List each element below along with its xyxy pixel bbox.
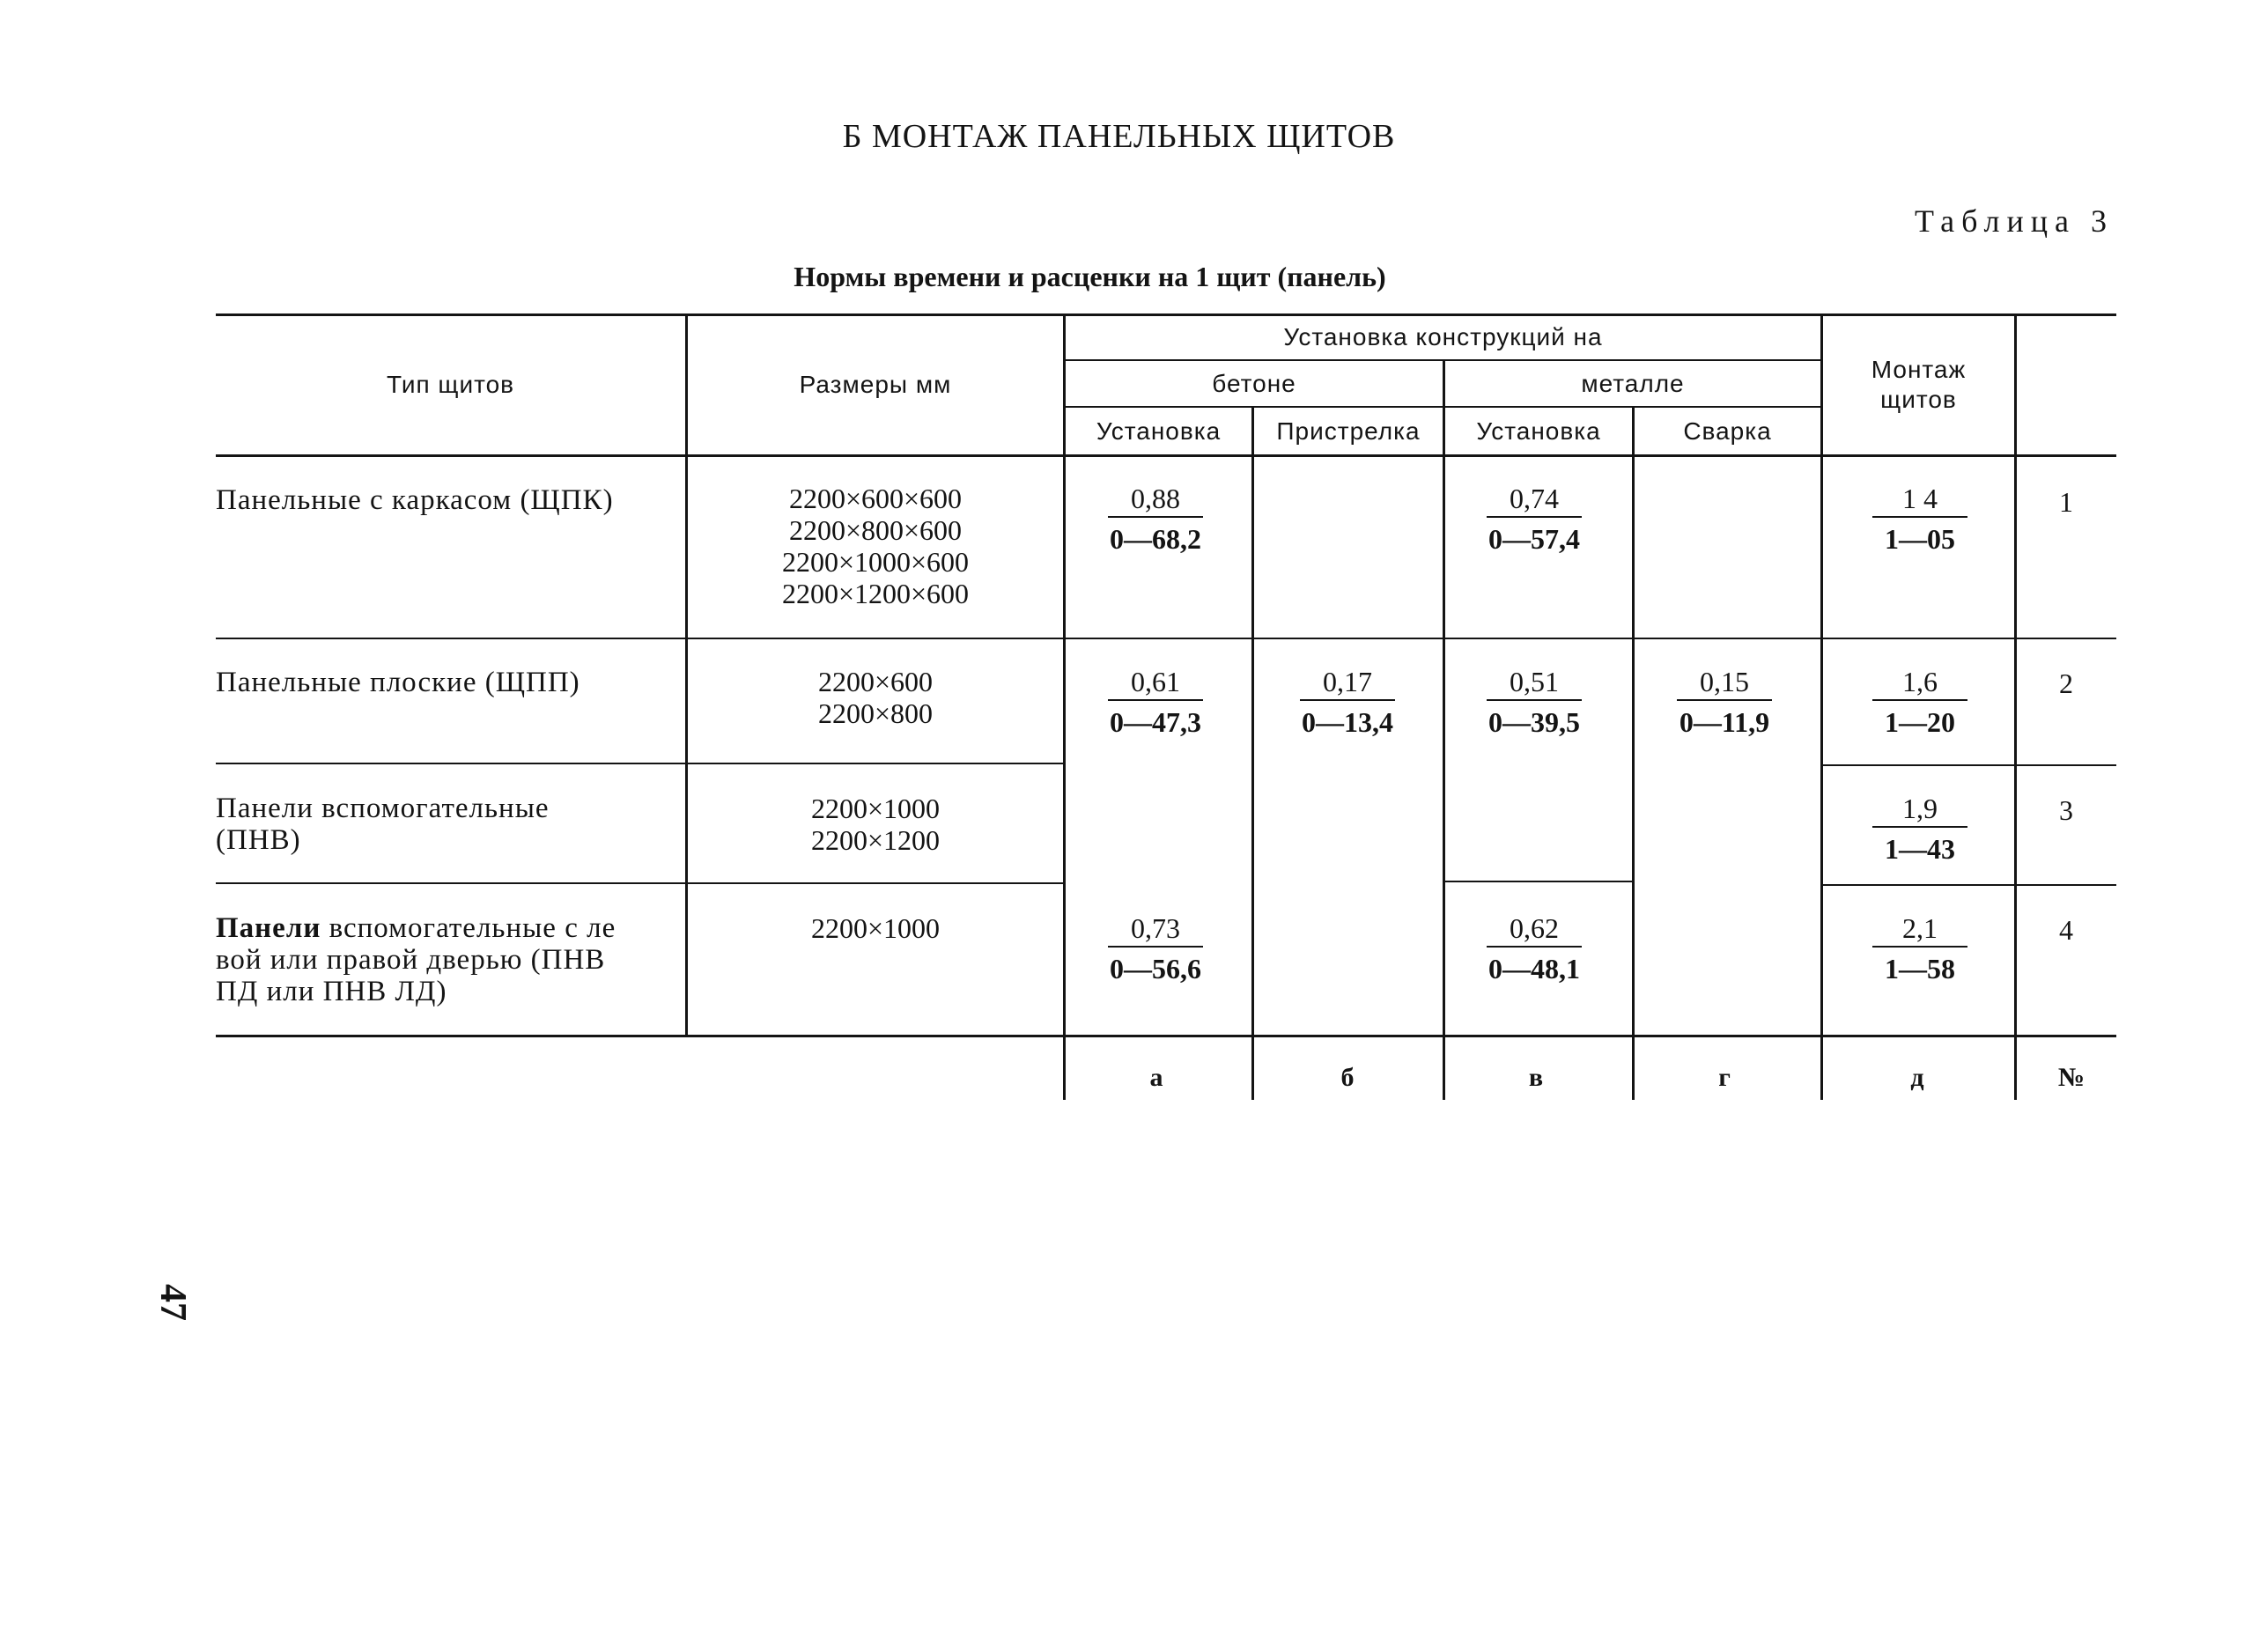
page-number: 47 [152, 1284, 193, 1321]
col-code-d: д [1910, 1063, 1924, 1092]
row4-type-line2: вой или правой дверью (ПНВ [216, 944, 606, 976]
header-type: Тип щитов [386, 371, 515, 399]
row3-type-line2: (ПНВ) [216, 824, 301, 856]
row1-col-d [1841, 483, 1999, 555]
table-title: Нормы времени и расценки на 1 щит (панель) [794, 261, 1386, 292]
header-shooting: Пристрелка [1276, 417, 1421, 445]
row2-number: 2 [2059, 667, 2073, 699]
table-label: Таблица 3 [1915, 203, 2114, 239]
rate-value: 0—47,3 [1110, 706, 1201, 738]
row4-col-a [1076, 912, 1235, 985]
row-rule-1 [216, 638, 2116, 639]
header-metal: металле [1581, 369, 1685, 397]
col-code-a: а [1149, 1063, 1163, 1092]
rate-value: 1—05 [1885, 523, 1955, 555]
rate-value: 1—43 [1885, 833, 1955, 865]
rate-value: 0—11,9 [1679, 706, 1770, 738]
header-concrete: бетоне [1212, 369, 1296, 397]
table-bottom-rule [216, 1035, 2116, 1037]
row4-size: 2200×1000 [810, 912, 941, 944]
rate-value: 1—20 [1885, 706, 1955, 738]
row4-number: 4 [2059, 914, 2073, 946]
row-rule-3c [1820, 884, 2116, 886]
row4-sizes [688, 912, 1063, 944]
norm-value: 0,61 [1108, 666, 1203, 701]
norm-value: 0,17 [1300, 666, 1395, 701]
col-divider-7 [2014, 313, 2017, 1100]
header-install-group: Установка конструкций на [1283, 323, 1603, 351]
col-code-v: в [1528, 1063, 1544, 1092]
row3-size: 2200×1000 [810, 793, 941, 824]
col-divider-4 [1443, 359, 1445, 1100]
row2-col-a [1076, 666, 1235, 738]
header-mounting [1823, 315, 2014, 454]
row2-col-v [1455, 666, 1613, 738]
header-welding: Сварка [1683, 417, 1772, 445]
row2-sizes [688, 666, 1063, 729]
row4-type-line1-bold: Панели [216, 912, 321, 944]
header-mounting-line1: Монтаж [1871, 356, 1967, 384]
row4-type [216, 912, 616, 1007]
rate-value: 1—58 [1885, 953, 1955, 985]
col-code-b: б [1340, 1063, 1355, 1092]
row1-sizes [688, 483, 1063, 609]
rate-value: 0—48,1 [1488, 953, 1580, 985]
norm-value: 0,73 [1108, 912, 1203, 948]
rate-value: 0—13,4 [1302, 706, 1393, 738]
row2-size: 2200×800 [817, 697, 934, 729]
row2-size: 2200×600 [817, 666, 934, 697]
shared-col-b [1268, 666, 1427, 738]
row3-type [216, 793, 550, 856]
row4-col-d [1841, 912, 1999, 985]
header-sizes: Размеры мм [799, 371, 952, 399]
norm-value: 1,9 [1872, 793, 1967, 828]
section-title: Б МОНТАЖ ПАНЕЛЬНЫХ ЩИТОВ [842, 118, 1396, 155]
col-divider-5 [1632, 406, 1635, 1100]
col-divider-3 [1251, 406, 1254, 1100]
header-install-metal: Установка [1476, 417, 1601, 445]
rate-value: 0—39,5 [1488, 706, 1580, 738]
row4-col-v [1455, 912, 1613, 985]
row-rule-2b [1820, 764, 2116, 766]
row2-type: Панельные плоские (ЩПП) [216, 667, 580, 698]
norm-value: 0,51 [1487, 666, 1582, 701]
row1-size: 2200×600×600 [788, 483, 963, 514]
row3-type-line1: Панели вспомогательные [216, 793, 550, 824]
norm-value: 0,62 [1487, 912, 1582, 948]
norm-value: 1 4 [1872, 483, 1967, 518]
row4-type-line1-rest: вспомогательные с ле [321, 912, 616, 944]
shared-col-g [1645, 666, 1804, 738]
row-rule-2 [216, 763, 1065, 764]
row3-col-d [1841, 793, 1999, 865]
row1-size: 2200×800×600 [788, 514, 963, 546]
row4-type-line3: ПД или ПНВ ЛД) [216, 976, 447, 1007]
row3-size: 2200×1200 [810, 824, 941, 856]
header-mounting-line2: щитов [1880, 386, 1957, 413]
row3-number: 3 [2059, 794, 2073, 826]
norm-value: 0,74 [1487, 483, 1582, 518]
rate-value: 0—68,2 [1110, 523, 1201, 555]
header-install-concrete: Установка [1096, 417, 1222, 445]
row1-number: 1 [2059, 486, 2073, 518]
row1-size: 2200×1000×600 [781, 546, 970, 578]
rate-value: 0—56,6 [1110, 953, 1201, 985]
row1-type: Панельные с каркасом (ЩПК) [216, 484, 614, 516]
row-rule-3b [1443, 881, 1633, 882]
row1-size: 2200×1200×600 [781, 578, 970, 609]
row3-sizes [688, 793, 1063, 856]
row-rule-3 [216, 882, 1065, 884]
norm-value: 0,15 [1677, 666, 1772, 701]
norm-value: 1,6 [1872, 666, 1967, 701]
row2-col-d [1841, 666, 1999, 738]
col-code-number: № [2057, 1063, 2086, 1092]
row1-col-v [1455, 483, 1613, 555]
row1-col-a [1076, 483, 1235, 555]
norm-value: 2,1 [1872, 912, 1967, 948]
col-code-g: г [1718, 1063, 1731, 1092]
header-bottom-rule [216, 454, 2116, 457]
norm-value: 0,88 [1108, 483, 1203, 518]
rate-value: 0—57,4 [1488, 523, 1580, 555]
